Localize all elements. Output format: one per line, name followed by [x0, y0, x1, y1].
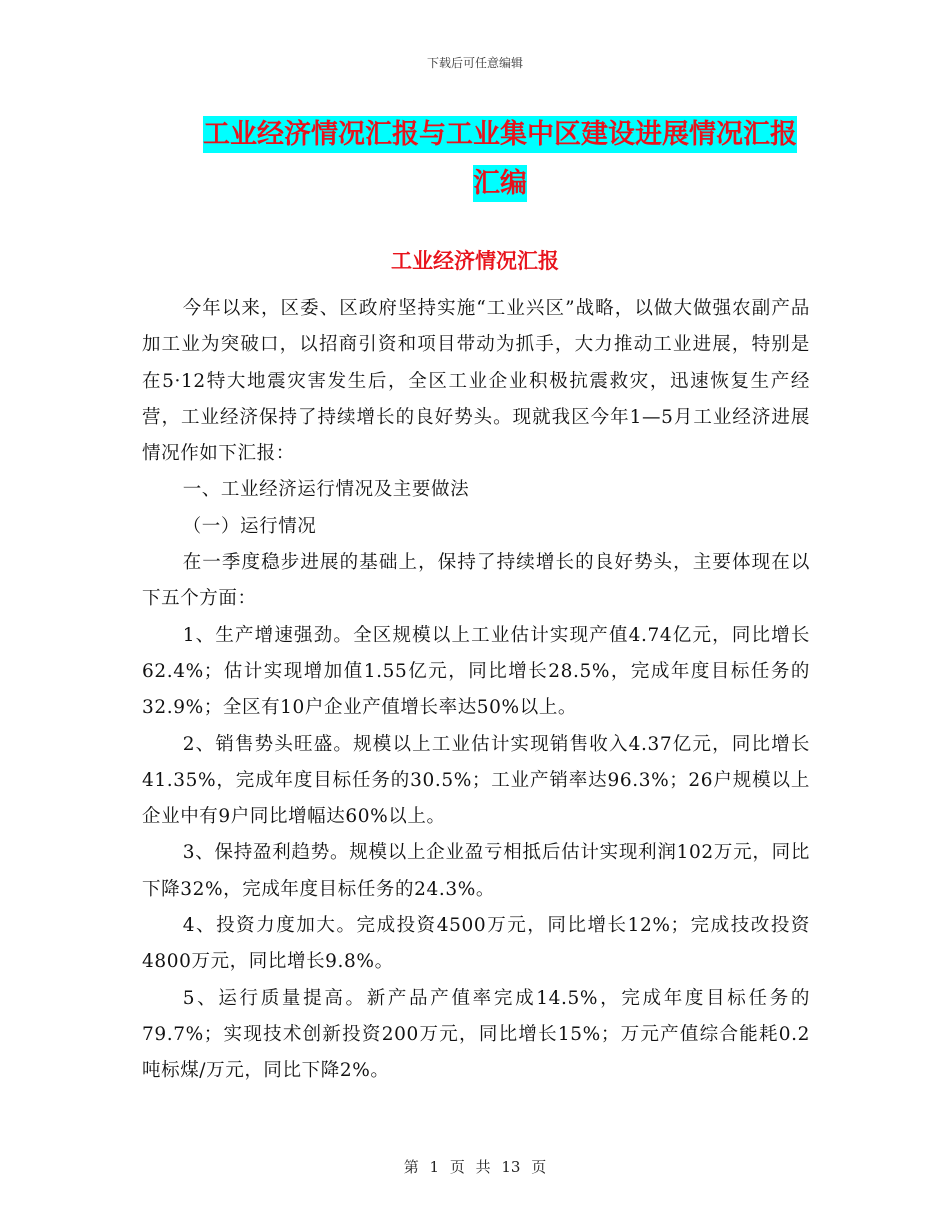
page-footer: 第 1 页 共 13 页: [403, 1158, 547, 1176]
paragraph-heading-1: 一、工业经济运行情况及主要做法: [182, 479, 470, 501]
paragraph-overview: 在一季度稳步进展的基础上，保持了持续增长的良好势头，主要体现在以下五个方面：: [142, 552, 810, 610]
paragraph-item-1: 1、生产增速强劲。全区规模以上工业估计实现产值4.74亿元，同比增长62.4%；估计实现增加值1.55亿元，同比增长28.5%，完成年度目标任务的32.9%；全区有10户企业产值增长率达50%以上。: [142, 624, 810, 719]
header-note: 下载后可任意编辑: [426, 56, 523, 70]
document-title-text: 工业经济情况汇报与工业集中区建设进展情况汇报汇编: [203, 116, 797, 202]
paragraph-item-3: 3、保持盈利趋势。规模以上企业盈亏相抵后估计实现利润102万元，同比下降32%，完成年度目标任务的24.3%。: [142, 842, 810, 900]
paragraph-subheading-1: （一）运行情况: [182, 515, 317, 537]
body-text: [142, 291, 810, 1090]
document-title: [195, 110, 805, 208]
paragraph-item-4: 4、投资力度加大。完成投资4500万元，同比增长12%；完成技改投资4800万元，同比增长9.8%。: [142, 915, 810, 973]
section-title: 工业经济情况汇报: [391, 249, 559, 273]
paragraph-item-2: 2、销售势头旺盛。规模以上工业估计实现销售收入4.37亿元，同比增长41.35%，完成年度目标任务的30.5%；工业产销率达96.3%；26户规模以上企业中有9户同比增幅达60%以上。: [142, 733, 810, 828]
paragraph-item-5: 5、运行质量提高。新产品产值率完成14.5%，完成年度目标任务的79.7%；实现技术创新投资200万元，同比增长15%；万元产值综合能耗0.2吨标煤/万元，同比下降2%。: [142, 987, 810, 1082]
paragraph-intro: 今年以来，区委、区政府坚持实施“工业兴区”战略，以做大做强农副产品加工业为突破口，以招商引资和项目带动为抓手，大力推动工业进展，特别是在5·12特大地震灾害发生后，全区工业企业积极抗震救灾，迅速恢复生产经营，工业经济保持了持续增长的良好势头。现就我区今年1—5月工业经济进展情况作如下汇报：: [142, 298, 810, 465]
